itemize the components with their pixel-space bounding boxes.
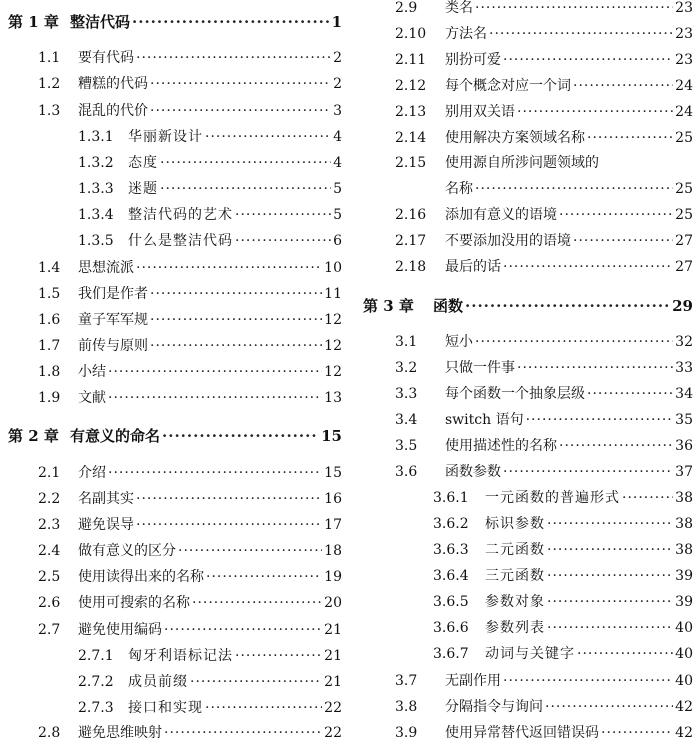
toc-entry: [0, 671, 342, 693]
toc-entry-title: 要有代码: [78, 50, 134, 66]
toc-dot-leader: [205, 697, 322, 719]
toc-entry-number: 2.12: [395, 78, 427, 94]
toc-entry-title: 混乱的代价: [78, 103, 148, 119]
toc-entry: [355, 539, 693, 561]
toc-entry-title: 每个函数一个抽象层级: [445, 386, 585, 402]
toc-dot-leader: [573, 230, 673, 252]
toc-entry: [355, 230, 693, 252]
toc-entry: [0, 566, 342, 588]
toc-entry: [0, 152, 342, 174]
toc-entry-title: 整洁代码的艺术: [128, 207, 233, 223]
toc-entry: [0, 283, 342, 305]
toc-entry: [0, 462, 342, 484]
toc-dot-leader: [559, 435, 673, 457]
toc-entry: [355, 643, 693, 665]
toc-entry: [355, 331, 693, 353]
toc-entry-title: 方法名: [445, 26, 487, 42]
toc-entry: [0, 126, 342, 148]
toc-entry-title: 只做一件事: [445, 360, 515, 376]
toc-page-number: 15: [324, 465, 342, 481]
toc-entry-number: 第 2 章: [8, 427, 59, 445]
toc-dot-leader: [136, 514, 322, 536]
toc-entry: [355, 617, 693, 639]
toc-chapter-entry: [0, 425, 342, 447]
toc-dot-leader: [489, 23, 673, 45]
toc-page-number: 34: [675, 386, 693, 402]
toc-entry-number: 1.3.1: [78, 129, 114, 145]
toc-entry-title: 介绍: [78, 465, 106, 481]
toc-page-number: 12: [324, 364, 342, 380]
toc-dot-leader: [136, 47, 331, 69]
toc-entry-number: 3.6.4: [433, 568, 469, 584]
toc-entry-number: 2.1: [38, 465, 61, 481]
toc-entry-number: 第 1 章: [8, 13, 59, 31]
toc-dot-leader: [136, 488, 322, 510]
toc-entry-title: 前传与原则: [78, 338, 148, 354]
toc-entry-title: 类名: [445, 0, 473, 16]
toc-entry-title: 一元函数的普遍形式: [485, 490, 620, 506]
toc-page-number: 38: [675, 490, 693, 506]
toc-chapter-entry: [355, 295, 693, 317]
toc-entry-number: 1.2: [38, 76, 61, 92]
toc-entry-number: 3.1: [395, 334, 418, 350]
toc-entry-number: 2.4: [38, 543, 61, 559]
toc-entry-number: 3.5: [395, 438, 418, 454]
toc-page-number: 5: [333, 207, 342, 223]
toc-dot-leader: [150, 309, 322, 331]
toc-entry: [0, 335, 342, 357]
toc-dot-leader: [622, 487, 673, 509]
toc-page-number: 25: [675, 130, 693, 146]
toc-page-number: 21: [324, 622, 342, 638]
toc-entry-number: 第 3 章: [363, 297, 414, 315]
toc-entry-number: 3.6.6: [433, 620, 469, 636]
toc-entry-number: 1.8: [38, 364, 61, 380]
toc-entry-title: 避免思维映射: [78, 725, 162, 741]
toc-entry-title: 使用异常替代返回错误码: [445, 725, 599, 741]
toc-entry: [355, 461, 693, 483]
toc-page-number: 6: [333, 233, 342, 249]
toc-page-number: 18: [324, 543, 342, 559]
toc-page-number: 22: [324, 700, 342, 716]
toc-entry-title: 参数列表: [485, 620, 545, 636]
toc-page-number: 40: [675, 673, 693, 689]
toc-page-number: 36: [675, 438, 693, 454]
toc-dot-leader: [545, 696, 673, 718]
toc-dot-leader: [205, 126, 331, 148]
toc-entry: [355, 23, 693, 45]
toc-dot-leader: [503, 670, 673, 692]
toc-entry-number: 2.13: [395, 104, 427, 120]
toc-page-number: 16: [324, 491, 342, 507]
toc-entry-number: 1.1: [38, 50, 61, 66]
toc-page-number: 40: [675, 620, 693, 636]
toc-page-number: 27: [675, 233, 693, 249]
toc-dot-leader: [577, 643, 673, 665]
toc-dot-leader: [190, 671, 322, 693]
toc-entry: [0, 309, 342, 331]
toc-page-number: 23: [675, 52, 693, 68]
toc-dot-leader: [178, 540, 322, 562]
toc-page-number: 24: [675, 104, 693, 120]
toc-page-number: 19: [324, 569, 342, 585]
toc-entry: [0, 47, 342, 69]
toc-page-number: 2: [333, 50, 342, 66]
toc-entry-number: 2.11: [395, 52, 427, 68]
toc-page-number: 2: [333, 76, 342, 92]
toc-dot-leader: [526, 409, 674, 431]
toc-page-number: 21: [324, 648, 342, 664]
toc-entry: [0, 204, 342, 226]
toc-dot-leader: [150, 335, 322, 357]
toc-entry-number: 2.7.3: [78, 700, 114, 716]
toc-entry-number: 2.3: [38, 517, 61, 533]
toc-dot-leader: [547, 565, 673, 587]
toc-dot-leader: [108, 361, 322, 383]
toc-entry: [0, 697, 342, 719]
toc-dot-leader: [475, 331, 673, 353]
toc-dot-leader: [108, 387, 322, 409]
toc-entry-number: 3.9: [395, 725, 418, 741]
toc-page-number: 25: [675, 181, 693, 197]
toc-dot-leader: [601, 722, 673, 744]
toc-page-number: 42: [675, 699, 693, 715]
toc-entry-number: 3.2: [395, 360, 418, 376]
toc-dot-leader: [547, 539, 673, 561]
toc-entry: [355, 49, 693, 71]
toc-page-number: 23: [675, 26, 693, 42]
toc-page-number: 24: [675, 78, 693, 94]
toc-entry: [355, 101, 693, 123]
toc-dot-leader: [517, 357, 673, 379]
toc-entry-number: 3.6.1: [433, 490, 469, 506]
toc-entry-number: 2.2: [38, 491, 61, 507]
toc-entry-title: 华丽新设计: [128, 129, 203, 145]
toc-dot-leader: [503, 461, 673, 483]
toc-entry: [355, 383, 693, 405]
toc-entry-number: 2.8: [38, 725, 61, 741]
toc-dot-leader: [136, 257, 322, 279]
toc-entry-title: 做有意义的区分: [78, 543, 176, 559]
toc-entry: [355, 513, 693, 535]
toc-entry-title: 避免误导: [78, 517, 134, 533]
toc-entry: [0, 540, 342, 562]
toc-dot-leader: [235, 645, 322, 667]
toc-entry: [0, 514, 342, 536]
toc-entry-title: 童子军军规: [78, 312, 148, 328]
toc-entry-title: 别用双关语: [445, 104, 515, 120]
toc-entry-title: 避免使用编码: [78, 622, 162, 638]
toc-entry-number: 2.7.1: [78, 648, 114, 664]
toc-page-number: 38: [675, 542, 693, 558]
toc-page-number: 37: [675, 464, 693, 480]
toc-entry-title: 态度: [128, 155, 158, 171]
toc-entry-title: 使用解决方案领域名称: [445, 130, 585, 146]
toc-dot-leader: [235, 204, 331, 226]
toc-entry-title: 接口和实现: [128, 700, 203, 716]
toc-entry-number: 2.9: [395, 0, 418, 16]
toc-page-number: 20: [324, 595, 342, 611]
toc-dot-leader: [192, 592, 322, 614]
toc-entry-number: 1.9: [38, 390, 61, 406]
toc-entry: [0, 645, 342, 667]
toc-dot-leader: [503, 49, 673, 71]
toc-entry-title: 动词与关键字: [485, 646, 575, 662]
toc-entry-number: 2.6: [38, 595, 61, 611]
toc-entry: [355, 670, 693, 692]
toc-dot-leader: [150, 283, 322, 305]
toc-entry-title: 名副其实: [78, 491, 134, 507]
toc-dot-leader: [235, 230, 331, 252]
toc-dot-leader: [164, 722, 322, 744]
toc-entry-number: 1.6: [38, 312, 61, 328]
toc-entry: [0, 387, 342, 409]
toc-entry: [0, 488, 342, 510]
toc-dot-leader: [108, 462, 322, 484]
toc-dot-leader: [547, 513, 673, 535]
toc-entry-title: 文献: [78, 390, 106, 406]
toc-page-number: 29: [672, 297, 693, 315]
toc-entry-title: 使用可搜索的名称: [78, 595, 190, 611]
toc-page-number: 21: [324, 674, 342, 690]
toc-entry-title: 成员前缀: [128, 674, 188, 690]
toc-dot-leader: [465, 295, 670, 317]
toc-entry-number: 1.3: [38, 103, 61, 119]
toc-entry-number: 3.6.7: [433, 646, 469, 662]
toc-entry-number: 2.7.2: [78, 674, 114, 690]
toc-entry-title: 名称: [445, 181, 473, 197]
toc-dot-leader: [475, 178, 673, 200]
toc-page-number: 12: [324, 312, 342, 328]
toc-page-number: 27: [675, 259, 693, 275]
toc-dot-leader: [164, 619, 322, 641]
toc-page-number: 15: [321, 427, 342, 445]
toc-entry-number: 3.6: [395, 464, 418, 480]
toc-entry-title: 短小: [445, 334, 473, 350]
toc-dot-leader: [547, 617, 673, 639]
toc-entry: [355, 0, 693, 19]
toc-chapter-entry: [0, 11, 342, 33]
toc-dot-leader: [206, 566, 322, 588]
toc-entry: [355, 591, 693, 613]
toc-dot-leader: [475, 0, 673, 19]
toc-entry: [0, 722, 342, 744]
toc-entry-title: 糟糕的代码: [78, 76, 148, 92]
toc-page-number: 3: [333, 103, 342, 119]
toc-entry-number: 2.7: [38, 622, 61, 638]
toc-dot-leader: [150, 73, 331, 95]
toc-entry-title: 有意义的命名: [70, 427, 161, 445]
toc-page-number: 38: [675, 516, 693, 532]
toc-dot-leader: [573, 75, 673, 97]
toc-entry-number: 2.14: [395, 130, 427, 146]
toc-page-number: 4: [333, 155, 342, 171]
toc-entry-number: 3.4: [395, 412, 418, 428]
toc-entry-title: 匈牙利语标记法: [128, 648, 233, 664]
toc-entry-title: 函数: [433, 297, 464, 315]
toc-page-number: 11: [324, 286, 342, 302]
toc-entry: [0, 178, 342, 200]
toc-entry: [355, 435, 693, 457]
toc-page-number: 17: [324, 517, 342, 533]
toc-entry: [0, 361, 342, 383]
toc-entry-title: 迷题: [128, 181, 158, 197]
toc-dot-leader: [517, 101, 673, 123]
toc-entry-title: 不要添加没用的语境: [445, 233, 571, 249]
toc-page-number: 42: [675, 725, 693, 741]
toc-entry-title: 小结: [78, 364, 106, 380]
toc-entry-number: 2.18: [395, 259, 427, 275]
toc-dot-leader: [587, 383, 673, 405]
toc-entry-number: 1.3.5: [78, 233, 114, 249]
toc-entry-number: 3.3: [395, 386, 418, 402]
toc-entry: [355, 696, 693, 718]
toc-entry-number: 2.17: [395, 233, 427, 249]
toc-entry-title: 无副作用: [445, 673, 501, 689]
toc-entry: [355, 75, 693, 97]
toc-entry-number: 1.5: [38, 286, 61, 302]
toc-entry-number: 3.6.2: [433, 516, 469, 532]
toc-entry-number: 3.7: [395, 673, 418, 689]
toc-dot-leader: [132, 11, 330, 33]
toc-entry-title: 标识参数: [485, 516, 545, 532]
toc-page-number: 35: [675, 412, 693, 428]
toc-page-number: 23: [675, 0, 693, 16]
toc-entry: [0, 100, 342, 122]
toc-entry-number: 2.10: [395, 26, 427, 42]
toc-entry-title: 使用读得出来的名称: [78, 569, 204, 585]
toc-entry-title: 我们是作者: [78, 286, 148, 302]
toc-entry: [0, 230, 342, 252]
toc-entry-title: 参数对象: [485, 594, 545, 610]
toc-entry-title: 添加有意义的语境: [445, 207, 557, 223]
toc-dot-leader: [587, 127, 673, 149]
toc-entry: [355, 152, 693, 174]
toc-entry-title: 二元函数: [485, 542, 545, 558]
toc-page-number: 10: [324, 260, 342, 276]
toc-entry: [0, 619, 342, 641]
toc-entry: [355, 204, 693, 226]
toc-page-number: 33: [675, 360, 693, 376]
toc-page-number: 13: [324, 390, 342, 406]
toc-entry-number: 1.3.2: [78, 155, 114, 171]
toc-entry: [355, 722, 693, 744]
toc-dot-leader: [160, 152, 331, 174]
toc-entry-number: 1.3.3: [78, 181, 114, 197]
toc-entry-title: 三元函数: [485, 568, 545, 584]
toc-dot-leader: [160, 178, 331, 200]
toc-page-number: 39: [675, 594, 693, 610]
toc-entry-title: 整洁代码: [70, 13, 131, 31]
toc-entry: [355, 565, 693, 587]
toc-dot-leader: [162, 425, 319, 447]
toc-entry-title: 使用源自所涉问题领域的: [445, 155, 599, 171]
toc-entry-number: 1.7: [38, 338, 61, 354]
toc-entry-title: 每个概念对应一个词: [445, 78, 571, 94]
toc-entry: [355, 409, 693, 431]
toc-entry-number: 3.6.5: [433, 594, 469, 610]
toc-dot-leader: [547, 591, 673, 613]
toc-entry-number: 2.5: [38, 569, 61, 585]
toc-entry-number: 3.8: [395, 699, 418, 715]
toc-entry: [355, 487, 693, 509]
toc-entry: [0, 257, 342, 279]
toc-entry-title: 函数参数: [445, 464, 501, 480]
toc-entry-title: 最后的话: [445, 259, 501, 275]
toc-entry-title: 分隔指令与询问: [445, 699, 543, 715]
toc-page-number: 5: [333, 181, 342, 197]
toc-entry-number: 2.15: [395, 155, 427, 171]
toc-page-number: 4: [333, 129, 342, 145]
toc-entry: [0, 592, 342, 614]
toc-entry: [355, 178, 693, 200]
toc-dot-leader: [503, 256, 673, 278]
toc-dot-leader: [559, 204, 673, 226]
toc-dot-leader: [150, 100, 331, 122]
toc-entry: [355, 256, 693, 278]
toc-page-number: 32: [675, 334, 693, 350]
toc-entry-number: 1.3.4: [78, 207, 114, 223]
toc-entry-title: 什么是整洁代码: [128, 233, 233, 249]
toc-entry-title: switch 语句: [445, 412, 524, 428]
toc-page-number: 25: [675, 207, 693, 223]
toc-page-number: 1: [331, 13, 342, 31]
toc-page-number: 12: [324, 338, 342, 354]
toc-page-number: 22: [324, 725, 342, 741]
toc-entry-number: 1.4: [38, 260, 61, 276]
toc-entry-title: 使用描述性的名称: [445, 438, 557, 454]
toc-entry-number: 2.16: [395, 207, 427, 223]
toc-entry-title: 思想流派: [78, 260, 134, 276]
toc-page-number: 39: [675, 568, 693, 584]
toc-entry-title: 别扮可爱: [445, 52, 501, 68]
toc-entry: [0, 73, 342, 95]
toc-entry: [355, 357, 693, 379]
toc-entry-number: 3.6.3: [433, 542, 469, 558]
toc-page-number: 40: [675, 646, 693, 662]
toc-entry: [355, 127, 693, 149]
